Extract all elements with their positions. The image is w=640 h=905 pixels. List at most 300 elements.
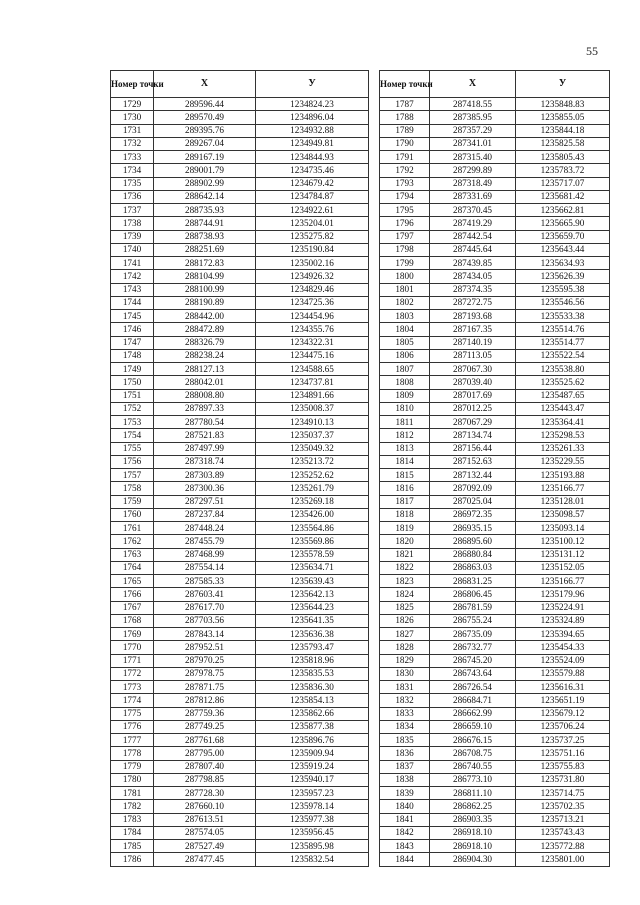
table-row: [380, 429, 610, 442]
table-row: [380, 575, 610, 588]
cell-x: 289570.49: [154, 111, 256, 124]
table-row: [111, 773, 369, 786]
table-row: [380, 323, 610, 336]
cell-point-number: 1732: [111, 137, 154, 150]
cell-point-number: 1815: [380, 469, 430, 482]
table-row: [380, 283, 610, 296]
header-y: У: [516, 71, 610, 98]
cell-point-number: 1735: [111, 177, 154, 190]
cell-y: 1234679.42: [256, 177, 369, 190]
cell-point-number: 1733: [111, 151, 154, 164]
table-row: [380, 720, 610, 733]
cell-point-number: 1838: [380, 773, 430, 786]
cell-y: 1235098.57: [516, 508, 610, 521]
cell-y: 1235298.53: [516, 429, 610, 442]
cell-x: 288190.89: [154, 296, 256, 309]
cell-y: 1235454.33: [516, 641, 610, 654]
table-row: [111, 800, 369, 813]
table-row: [111, 614, 369, 627]
table-row: [380, 363, 610, 376]
table-row: [380, 654, 610, 667]
cell-x: 287156.44: [430, 442, 516, 455]
cell-y: 1235977.38: [256, 813, 369, 826]
cell-x: 286806.45: [430, 588, 516, 601]
table-row: [380, 601, 610, 614]
cell-y: 1235128.01: [516, 495, 610, 508]
cell-point-number: 1810: [380, 402, 430, 415]
cell-point-number: 1780: [111, 773, 154, 786]
cell-y: 1235805.43: [516, 151, 610, 164]
cell-point-number: 1795: [380, 204, 430, 217]
cell-y: 1235956.45: [256, 826, 369, 839]
cell-x: 288100.99: [154, 283, 256, 296]
cell-x: 286935.15: [430, 522, 516, 535]
cell-y: 1234725.36: [256, 296, 369, 309]
cell-point-number: 1812: [380, 429, 430, 442]
table-row: [380, 336, 610, 349]
cell-y: 1235131.12: [516, 548, 610, 561]
table-row: [111, 376, 369, 389]
cell-y: 1234844.93: [256, 151, 369, 164]
table-row: [380, 243, 610, 256]
cell-x: 289395.76: [154, 124, 256, 137]
cell-x: 287297.51: [154, 495, 256, 508]
cell-point-number: 1842: [380, 826, 430, 839]
cell-x: 286755.24: [430, 614, 516, 627]
table-row: [111, 402, 369, 415]
cell-y: 1235049.32: [256, 442, 369, 455]
table-row: [111, 111, 369, 124]
cell-point-number: 1759: [111, 495, 154, 508]
table-row: [111, 588, 369, 601]
cell-x: 287871.75: [154, 681, 256, 694]
table-row: [111, 482, 369, 495]
cell-point-number: 1753: [111, 416, 154, 429]
table-row: [380, 747, 610, 760]
cell-point-number: 1779: [111, 760, 154, 773]
cell-y: 1235261.79: [256, 482, 369, 495]
cell-point-number: 1806: [380, 349, 430, 362]
cell-y: 1235514.76: [516, 323, 610, 336]
cell-point-number: 1790: [380, 137, 430, 150]
cell-y: 1235957.23: [256, 787, 369, 800]
table-row: [111, 813, 369, 826]
cell-point-number: 1813: [380, 442, 430, 455]
cell-point-number: 1758: [111, 482, 154, 495]
cell-y: 1235564.86: [256, 522, 369, 535]
table-header-row: [380, 71, 610, 98]
cell-y: 1235533.38: [516, 310, 610, 323]
cell-x: 286735.09: [430, 628, 516, 641]
cell-y: 1235487.65: [516, 389, 610, 402]
cell-x: 287703.56: [154, 614, 256, 627]
cell-point-number: 1794: [380, 190, 430, 203]
cell-point-number: 1729: [111, 98, 154, 111]
cell-y: 1235793.47: [256, 641, 369, 654]
cell-x: 287341.01: [430, 137, 516, 150]
cell-point-number: 1844: [380, 853, 430, 866]
cell-y: 1235835.53: [256, 667, 369, 680]
cell-x: 286745.20: [430, 654, 516, 667]
cell-x: 289596.44: [154, 98, 256, 111]
cell-point-number: 1827: [380, 628, 430, 641]
cell-y: 1235801.00: [516, 853, 610, 866]
cell-y: 1235546.56: [516, 296, 610, 309]
table-row: [380, 667, 610, 680]
cell-x: 286862.25: [430, 800, 516, 813]
cell-point-number: 1774: [111, 694, 154, 707]
cell-x: 288008.80: [154, 389, 256, 402]
cell-y: 1235783.72: [516, 164, 610, 177]
cell-y: 1235862.66: [256, 707, 369, 720]
cell-y: 1235522.54: [516, 349, 610, 362]
table-row: [111, 98, 369, 111]
cell-y: 1235940.17: [256, 773, 369, 786]
cell-y: 1235514.77: [516, 336, 610, 349]
cell-point-number: 1742: [111, 270, 154, 283]
cell-point-number: 1787: [380, 98, 430, 111]
cell-x: 286726.54: [430, 681, 516, 694]
table-row: [111, 628, 369, 641]
header-x: X: [154, 71, 256, 98]
cell-x: 287385.95: [430, 111, 516, 124]
cell-point-number: 1749: [111, 363, 154, 376]
cell-point-number: 1821: [380, 548, 430, 561]
cell-x: 287468.99: [154, 548, 256, 561]
table-row: [111, 164, 369, 177]
cell-y: 1235093.14: [516, 522, 610, 535]
cell-x: 287442.54: [430, 230, 516, 243]
table-row: [111, 667, 369, 680]
cell-x: 287017.69: [430, 389, 516, 402]
cell-y: 1235166.77: [516, 575, 610, 588]
table-row: [111, 204, 369, 217]
cell-x: 289167.19: [154, 151, 256, 164]
cell-x: 286918.10: [430, 840, 516, 853]
cell-y: 1235854.13: [256, 694, 369, 707]
cell-y: 1235578.59: [256, 548, 369, 561]
cell-point-number: 1802: [380, 296, 430, 309]
cell-point-number: 1789: [380, 124, 430, 137]
cell-x: 287585.33: [154, 575, 256, 588]
cell-y: 1234355.76: [256, 323, 369, 336]
cell-point-number: 1820: [380, 535, 430, 548]
cell-y: 1235634.71: [256, 561, 369, 574]
cell-y: 1235213.72: [256, 455, 369, 468]
cell-point-number: 1781: [111, 787, 154, 800]
cell-point-number: 1750: [111, 376, 154, 389]
cell-y: 1234475.16: [256, 349, 369, 362]
cell-x: 286863.03: [430, 561, 516, 574]
cell-y: 1235717.07: [516, 177, 610, 190]
cell-y: 1235569.86: [256, 535, 369, 548]
cell-point-number: 1793: [380, 177, 430, 190]
table-row: [380, 694, 610, 707]
table-row: [111, 787, 369, 800]
cell-x: 287978.75: [154, 667, 256, 680]
cell-y: 1235364.41: [516, 416, 610, 429]
cell-y: 1235229.55: [516, 455, 610, 468]
cell-y: 1235877.38: [256, 720, 369, 733]
cell-y: 1234737.81: [256, 376, 369, 389]
cell-x: 287012.25: [430, 402, 516, 415]
table-row: [380, 455, 610, 468]
cell-x: 287812.86: [154, 694, 256, 707]
table-row: [380, 111, 610, 124]
cell-point-number: 1834: [380, 720, 430, 733]
cell-x: 286684.71: [430, 694, 516, 707]
table-row: [111, 124, 369, 137]
cell-x: 287617.70: [154, 601, 256, 614]
cell-y: 1235751.16: [516, 747, 610, 760]
cell-x: 286708.75: [430, 747, 516, 760]
table-row: [111, 508, 369, 521]
cell-y: 1235662.81: [516, 204, 610, 217]
cell-y: 1234910.13: [256, 416, 369, 429]
table-row: [380, 760, 610, 773]
cell-point-number: 1734: [111, 164, 154, 177]
cell-y: 1235193.88: [516, 469, 610, 482]
table-row: [380, 164, 610, 177]
cell-x: 287067.30: [430, 363, 516, 376]
table-row: [380, 734, 610, 747]
cell-point-number: 1763: [111, 548, 154, 561]
cell-point-number: 1783: [111, 813, 154, 826]
cell-point-number: 1778: [111, 747, 154, 760]
cell-point-number: 1766: [111, 588, 154, 601]
cell-x: 287374.35: [430, 283, 516, 296]
table-row: [380, 614, 610, 627]
cell-point-number: 1768: [111, 614, 154, 627]
cell-point-number: 1746: [111, 323, 154, 336]
cell-point-number: 1828: [380, 641, 430, 654]
table-row: [111, 654, 369, 667]
table-row: [111, 601, 369, 614]
cell-x: 286773.10: [430, 773, 516, 786]
cell-x: 288042.01: [154, 376, 256, 389]
table-row: [380, 230, 610, 243]
table-row: [111, 270, 369, 283]
cell-x: 286903.35: [430, 813, 516, 826]
cell-y: 1235832.54: [256, 853, 369, 866]
cell-y: 1235642.13: [256, 588, 369, 601]
cell-y: 1235818.96: [256, 654, 369, 667]
cell-y: 1235443.47: [516, 402, 610, 415]
cell-y: 1235100.12: [516, 535, 610, 548]
cell-point-number: 1740: [111, 243, 154, 256]
cell-x: 286743.64: [430, 667, 516, 680]
cell-point-number: 1791: [380, 151, 430, 164]
page-number: 55: [586, 44, 598, 58]
cell-x: 287067.29: [430, 416, 516, 429]
cell-y: 1235665.90: [516, 217, 610, 230]
cell-y: 1235524.09: [516, 654, 610, 667]
cell-point-number: 1786: [111, 853, 154, 866]
table-row: [380, 270, 610, 283]
cell-y: 1235636.38: [256, 628, 369, 641]
table-row: [111, 760, 369, 773]
cell-y: 1235641.35: [256, 614, 369, 627]
cell-point-number: 1826: [380, 614, 430, 627]
table-row: [111, 217, 369, 230]
cell-x: 289267.04: [154, 137, 256, 150]
table-row: [380, 508, 610, 521]
cell-y: 1234829.46: [256, 283, 369, 296]
cell-point-number: 1835: [380, 734, 430, 747]
cell-point-number: 1764: [111, 561, 154, 574]
cell-x: 287843.14: [154, 628, 256, 641]
cell-point-number: 1796: [380, 217, 430, 230]
cell-y: 1234824.23: [256, 98, 369, 111]
cell-point-number: 1841: [380, 813, 430, 826]
cell-x: 287660.10: [154, 800, 256, 813]
cell-y: 1235848.83: [516, 98, 610, 111]
cell-point-number: 1782: [111, 800, 154, 813]
table-row: [111, 495, 369, 508]
cell-point-number: 1824: [380, 588, 430, 601]
cell-x: 286904.30: [430, 853, 516, 866]
cell-point-number: 1757: [111, 469, 154, 482]
cell-x: 287300.36: [154, 482, 256, 495]
cell-x: 287574.05: [154, 826, 256, 839]
cell-x: 289001.79: [154, 164, 256, 177]
table-row: [380, 177, 610, 190]
cell-y: 1235978.14: [256, 800, 369, 813]
cell-x: 286880.84: [430, 548, 516, 561]
table-row: [380, 641, 610, 654]
cell-x: 287272.75: [430, 296, 516, 309]
cell-y: 1234454.96: [256, 310, 369, 323]
cell-point-number: 1830: [380, 667, 430, 680]
table-row: [111, 720, 369, 733]
cell-point-number: 1737: [111, 204, 154, 217]
table-row: [380, 190, 610, 203]
cell-y: 1235579.88: [516, 667, 610, 680]
header-x: X: [430, 71, 516, 98]
table-row: [380, 349, 610, 362]
cell-point-number: 1836: [380, 747, 430, 760]
cell-y: 1234891.66: [256, 389, 369, 402]
cell-x: 288744.91: [154, 217, 256, 230]
cell-y: 1235204.01: [256, 217, 369, 230]
cell-point-number: 1832: [380, 694, 430, 707]
cell-x: 287749.25: [154, 720, 256, 733]
cell-x: 287477.45: [154, 853, 256, 866]
cell-y: 1235008.37: [256, 402, 369, 415]
table-row: [380, 402, 610, 415]
cell-y: 1235755.83: [516, 760, 610, 773]
cell-y: 1235616.31: [516, 681, 610, 694]
cell-point-number: 1818: [380, 508, 430, 521]
cell-point-number: 1837: [380, 760, 430, 773]
cell-y: 1235426.00: [256, 508, 369, 521]
table-row: [380, 535, 610, 548]
cell-point-number: 1784: [111, 826, 154, 839]
cell-point-number: 1817: [380, 495, 430, 508]
cell-x: 287299.89: [430, 164, 516, 177]
cell-x: 288442.00: [154, 310, 256, 323]
cell-x: 286740.55: [430, 760, 516, 773]
table-row: [380, 707, 610, 720]
table-row: [380, 469, 610, 482]
cell-x: 287761.68: [154, 734, 256, 747]
table-row: [380, 217, 610, 230]
table-row: [380, 124, 610, 137]
cell-x: 287193.68: [430, 310, 516, 323]
cell-point-number: 1744: [111, 296, 154, 309]
table-row: [380, 681, 610, 694]
cell-point-number: 1773: [111, 681, 154, 694]
cell-point-number: 1760: [111, 508, 154, 521]
table-row: [380, 787, 610, 800]
cell-point-number: 1770: [111, 641, 154, 654]
cell-y: 1235538.80: [516, 363, 610, 376]
cell-y: 1235152.05: [516, 561, 610, 574]
cell-point-number: 1767: [111, 601, 154, 614]
cell-point-number: 1751: [111, 389, 154, 402]
cell-x: 287134.74: [430, 429, 516, 442]
cell-y: 1235895.98: [256, 840, 369, 853]
cell-point-number: 1747: [111, 336, 154, 349]
cell-point-number: 1831: [380, 681, 430, 694]
table-row: [380, 204, 610, 217]
table-row: [111, 190, 369, 203]
table-row: [380, 416, 610, 429]
cell-x: 287331.69: [430, 190, 516, 203]
cell-x: 286662.99: [430, 707, 516, 720]
cell-x: 287418.55: [430, 98, 516, 111]
table-row: [111, 455, 369, 468]
cell-x: 287318.74: [154, 455, 256, 468]
cell-point-number: 1769: [111, 628, 154, 641]
cell-y: 1235595.38: [516, 283, 610, 296]
table-row: [111, 310, 369, 323]
cell-y: 1235825.58: [516, 137, 610, 150]
cell-point-number: 1785: [111, 840, 154, 853]
cell-x: 288104.99: [154, 270, 256, 283]
cell-x: 287952.51: [154, 641, 256, 654]
cell-y: 1235252.62: [256, 469, 369, 482]
table-row: [380, 522, 610, 535]
cell-point-number: 1792: [380, 164, 430, 177]
cell-point-number: 1833: [380, 707, 430, 720]
cell-x: 286811.10: [430, 787, 516, 800]
cell-point-number: 1808: [380, 376, 430, 389]
table-row: [380, 310, 610, 323]
table-row: [380, 840, 610, 853]
table-row: [380, 826, 610, 839]
cell-point-number: 1743: [111, 283, 154, 296]
cell-point-number: 1825: [380, 601, 430, 614]
cell-x: 287554.14: [154, 561, 256, 574]
cell-point-number: 1809: [380, 389, 430, 402]
cell-y: 1235634.93: [516, 257, 610, 270]
table-row: [111, 535, 369, 548]
cell-y: 1235919.24: [256, 760, 369, 773]
cell-y: 1234784.87: [256, 190, 369, 203]
cell-point-number: 1736: [111, 190, 154, 203]
cell-x: 287497.99: [154, 442, 256, 455]
table-row: [111, 336, 369, 349]
cell-x: 287527.49: [154, 840, 256, 853]
cell-y: 1235896.76: [256, 734, 369, 747]
cell-y: 1235743.43: [516, 826, 610, 839]
table-row: [111, 257, 369, 270]
table-row: [380, 257, 610, 270]
cell-y: 1234926.32: [256, 270, 369, 283]
table-row: [380, 588, 610, 601]
table-row: [111, 416, 369, 429]
